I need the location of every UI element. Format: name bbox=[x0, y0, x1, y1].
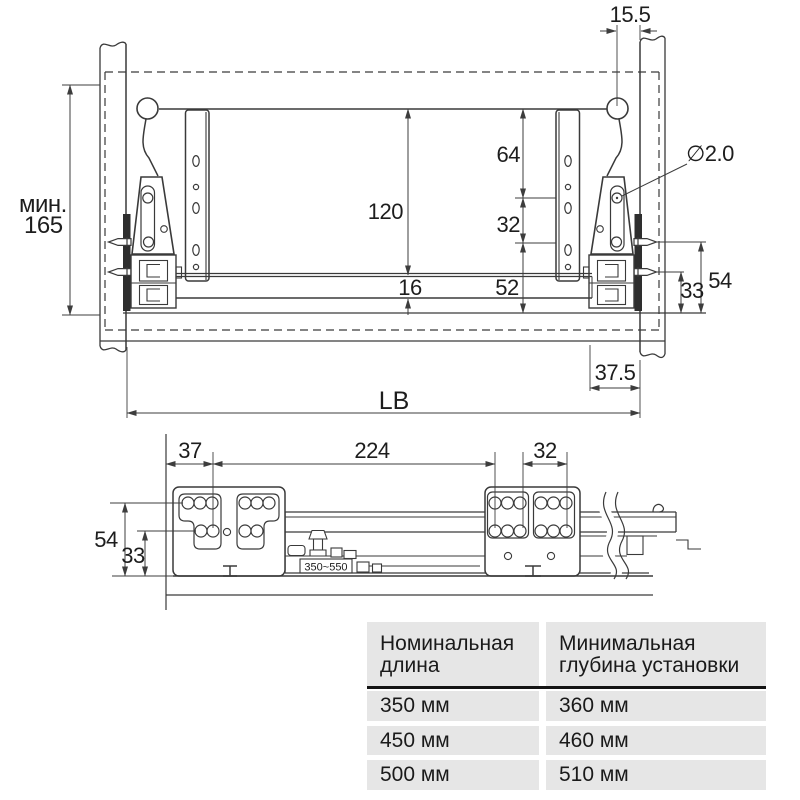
table-row bbox=[367, 726, 766, 756]
header-line: глубина установки bbox=[559, 653, 740, 677]
right-lever-bracket bbox=[591, 177, 633, 254]
dim-label-54: 54 bbox=[708, 268, 732, 293]
spec-table bbox=[367, 622, 766, 790]
table-cell-depth: 460 мм bbox=[546, 726, 766, 756]
right-back-plate bbox=[556, 110, 580, 281]
dim-label-lb: LB bbox=[378, 387, 410, 415]
dim-label-min-height-2: 165 bbox=[24, 212, 63, 239]
front-view-drawing bbox=[100, 36, 706, 357]
table-cell-length: 350 мм bbox=[367, 691, 539, 721]
dim-label-54-side: 54 bbox=[94, 527, 118, 552]
rear-mounting-bracket bbox=[485, 487, 580, 576]
header-line: длина bbox=[380, 653, 440, 677]
dim-label-33: 33 bbox=[680, 278, 704, 303]
front-mounting-bracket bbox=[173, 487, 285, 576]
table-header-divider bbox=[367, 686, 766, 689]
table-cell-length: 500 мм bbox=[367, 760, 539, 790]
dim-label-120: 120 bbox=[367, 199, 403, 224]
side-view-drawing bbox=[166, 434, 701, 610]
table-cell-depth: 360 мм bbox=[546, 691, 766, 721]
hook-wire-right bbox=[607, 119, 622, 176]
right-slide-block bbox=[584, 255, 635, 308]
right-mount-face bbox=[635, 214, 643, 311]
dim-label-pin-offset: 15.5 bbox=[609, 2, 651, 27]
left-cabinet-panel bbox=[100, 42, 126, 352]
dim-label-32: 32 bbox=[496, 212, 520, 237]
dim-label-min-height-1: мин. bbox=[19, 191, 67, 218]
dim-label-37: 37 bbox=[178, 438, 202, 463]
dim-label-52: 52 bbox=[495, 275, 519, 300]
left-lever-bracket bbox=[132, 177, 174, 254]
dim-label-16: 16 bbox=[398, 275, 422, 300]
rail-end-left bbox=[137, 98, 158, 119]
table-header-min-depth bbox=[546, 622, 766, 686]
left-back-plate bbox=[186, 110, 210, 281]
table-row bbox=[367, 760, 766, 790]
table-row bbox=[367, 691, 766, 721]
dim-label-hole-diameter: ∅2.0 bbox=[686, 141, 734, 166]
rail-end-right bbox=[607, 98, 628, 119]
left-mount-face bbox=[123, 214, 131, 311]
dim-label-64: 64 bbox=[496, 142, 520, 167]
dim-label-37-5: 37.5 bbox=[594, 360, 636, 385]
header-line: Номинальная bbox=[380, 632, 515, 655]
dim-label-33-side: 33 bbox=[121, 543, 145, 568]
table-cell-length: 450 мм bbox=[367, 726, 539, 756]
table-header-row bbox=[367, 622, 766, 686]
slide-range-label: 350~550 bbox=[304, 561, 348, 574]
left-slide-block bbox=[131, 255, 182, 308]
table-header-nominal-length bbox=[367, 622, 539, 686]
dim-label-32-side: 32 bbox=[533, 438, 557, 463]
dim-label-224: 224 bbox=[354, 438, 390, 463]
right-cabinet-panel bbox=[640, 36, 665, 357]
table-cell-depth: 510 мм bbox=[546, 760, 766, 790]
hook-wire-left bbox=[143, 119, 158, 176]
drawer-bottom-panel bbox=[176, 274, 592, 299]
header-line: Минимальная bbox=[559, 632, 696, 655]
